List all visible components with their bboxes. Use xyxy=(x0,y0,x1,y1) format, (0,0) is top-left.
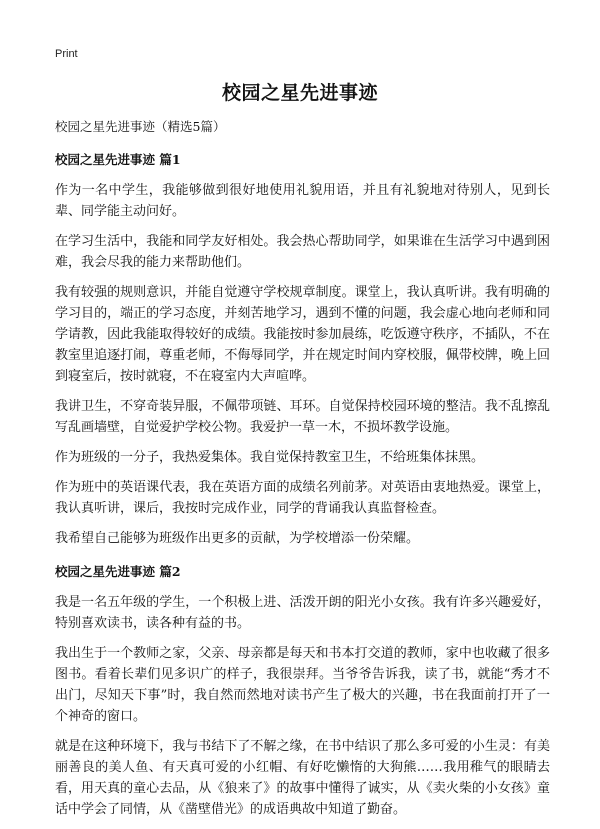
paragraph: 作为一名中学生，我能够做到很好地使用礼貌用语，并且有礼貌地对待别人，见到长辈、同学能主动问好。 xyxy=(55,183,550,219)
section-heading-1: 校园之星先进事迹 篇1 xyxy=(55,152,181,167)
print-label[interactable]: Print xyxy=(55,48,78,60)
document-subtitle: 校园之星先进事迹（精选5篇） xyxy=(55,119,226,134)
paragraph: 我讲卫生，不穿奇装异服，不佩带项链、耳环。自觉保持校园环境的整洁。我不乱擦乱写乱画墙壁，自觉爱护学校公物。我爱护一草一木，不损坏教学设施。 xyxy=(55,399,550,435)
paragraph: 我希望自己能够为班级作出更多的贡献，为学校增添一份荣耀。 xyxy=(55,531,420,546)
section-heading-2: 校园之星先进事迹 篇2 xyxy=(55,564,181,579)
page-title: 校园之星先进事迹 xyxy=(221,82,378,104)
paragraph: 我是一名五年级的学生，一个积极上进、活泼开朗的阳光小女孩。我有许多兴趣爱好，特别喜欢读书，读各种有益的书。 xyxy=(55,595,550,631)
paragraph: 作为班中的英语课代表，我在英语方面的成绩名列前茅。对英语由衷地热爱。课堂上，我认真听讲，课后，我按时完成作业，同学的背诵我认真监督检查。 xyxy=(55,480,550,516)
paragraph: 我出生于一个教师之家，父亲、母亲都是每天和书本打交道的教师，家中也收藏了很多图书。看着长辈们见多识广的样子，我很崇拜。当爷爷告诉我，读了书，就能“秀才不出门，尽知天下事”时，我自然而然地对读书产生了极大的兴趣，书在我面前打开了一个神奇的窗口。 xyxy=(55,646,550,724)
document-body xyxy=(55,117,550,829)
paragraph: 就是在这种环境下，我与书结下了不解之缘，在书中结识了那么多可爱的小生灵：有美丽善良的美人鱼、有天真可爱的小红帽、有好吃懒惰的大狗熊……我用稚气的眼睛去看，用天真的童心去品，从《狼来了》的故事中懂得了诚实，从《卖火柴的小女孩》童话中学会了同情，从《凿壁借光》的成语典故中知道了勤奋。 xyxy=(55,739,550,817)
paragraph: 在学习生活中，我能和同学友好相处。我会热心帮助同学，如果谁在生活学习中遇到困难，我会尽我的能力来帮助他们。 xyxy=(55,234,550,270)
paragraph: 作为班级的一分子，我热爱集体。我自觉保持教室卫生，不给班集体抹黑。 xyxy=(55,450,485,465)
paragraph: 我有较强的规则意识，并能自觉遵守学校规章制度。课堂上，我认真听讲。我有明确的学习目的，端正的学习态度，并刻苦地学习，遇到不懂的问题，我会虚心地向老师和同学请教，因此我能取得较好的成绩。我能按时参加晨练，吃饭遵守秩序，不插队，不在教室里追逐打闹，尊重老师，不侮辱同学，并在规定时间内穿校服，佩带校牌，晚上回到寝室后，按时就寝，不在寝室内大声喧哗。 xyxy=(55,285,550,384)
